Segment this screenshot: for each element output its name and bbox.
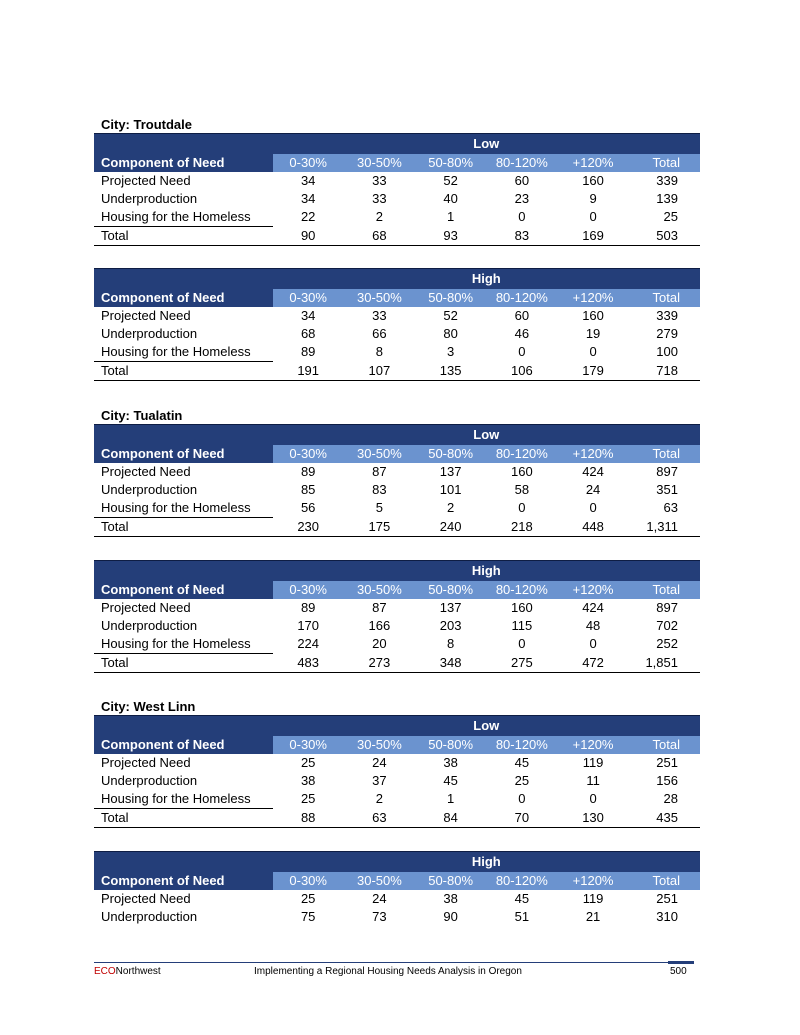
- cell: 83: [486, 227, 557, 246]
- cell: 424: [582, 600, 604, 615]
- footer-brand: [94, 966, 161, 977]
- cell: 0: [589, 791, 597, 807]
- cell: 160: [582, 173, 604, 188]
- footer-title: Implementing a Regional Housing Needs Analysis in Oregon: [254, 966, 522, 977]
- band-label: High: [273, 561, 700, 582]
- row-label: Total: [94, 362, 273, 381]
- col-header: 50-80%: [415, 581, 486, 599]
- cell: 107: [344, 362, 415, 381]
- cell: 75: [300, 909, 316, 924]
- cell: 0: [589, 636, 597, 652]
- tualatin-high-table: [94, 560, 700, 673]
- band-label: Low: [273, 716, 700, 737]
- cell: 139: [656, 191, 678, 206]
- row-label: Underproduction: [101, 326, 198, 341]
- table-row: [94, 208, 700, 227]
- row-label: Underproduction: [101, 909, 198, 924]
- cell: 88: [273, 809, 344, 828]
- cell: 34: [300, 191, 316, 206]
- col-header: Total: [629, 581, 700, 599]
- cell: 8: [375, 344, 384, 360]
- row-label: Housing for the Homeless: [94, 499, 273, 518]
- tualatin-low-table: [94, 424, 700, 537]
- cell: 93: [415, 227, 486, 246]
- row-label: Projected Need: [101, 755, 191, 770]
- page-number: 500: [670, 966, 687, 977]
- band-label: Low: [273, 425, 700, 446]
- col-header: 50-80%: [415, 736, 486, 754]
- cell: 106: [486, 362, 557, 381]
- cell: 137: [439, 600, 462, 615]
- col-header: 30-50%: [344, 154, 415, 172]
- row-label: Housing for the Homeless: [94, 208, 273, 227]
- cell: 51: [514, 909, 530, 924]
- cell: 0: [589, 344, 597, 360]
- table-row: [94, 343, 700, 362]
- cell: 89: [300, 344, 316, 360]
- west-linn-high-table: [94, 851, 700, 926]
- table-row: [94, 190, 700, 208]
- cell: 84: [415, 809, 486, 828]
- cell: 24: [372, 891, 387, 906]
- cell: 1: [447, 209, 455, 225]
- header-row: [94, 872, 700, 890]
- cell: 25: [300, 791, 316, 807]
- cell: 60: [514, 173, 530, 188]
- cell: 24: [585, 482, 601, 497]
- cell: 83: [372, 482, 387, 497]
- cell: 28: [663, 791, 678, 807]
- cell: 45: [514, 891, 530, 906]
- troutdale-low-table: [94, 133, 700, 246]
- band-label: Low: [273, 134, 700, 155]
- cell: 63: [663, 500, 678, 516]
- band-row: [94, 852, 700, 873]
- cell: 73: [372, 909, 387, 924]
- cell: 424: [582, 464, 604, 479]
- cell: 3: [447, 344, 455, 360]
- cell: 0: [589, 209, 597, 225]
- cell: 87: [372, 464, 387, 479]
- total-row: [94, 362, 700, 381]
- col-header: 80-120%: [486, 445, 557, 463]
- cell: 52: [443, 173, 458, 188]
- cell: 351: [656, 482, 678, 497]
- col-header: +120%: [557, 581, 628, 599]
- cell: 8: [447, 636, 455, 652]
- cell: 0: [589, 500, 597, 516]
- cell: 2: [447, 500, 455, 516]
- cell: 897: [656, 464, 678, 479]
- band-row: [94, 269, 700, 290]
- table-row: [94, 635, 700, 654]
- cell: 45: [514, 755, 530, 770]
- col-header: 80-120%: [486, 289, 557, 307]
- row-label: Total: [94, 518, 273, 537]
- col-header: Total: [629, 736, 700, 754]
- cell: 160: [510, 600, 533, 615]
- cell: 46: [514, 326, 530, 341]
- table-row: [94, 617, 700, 635]
- col-header: 80-120%: [486, 736, 557, 754]
- col-header: 0-30%: [273, 581, 344, 599]
- col-header: Total: [629, 872, 700, 890]
- cell: 115: [511, 618, 533, 633]
- cell: 63: [344, 809, 415, 828]
- row-label: Total: [94, 654, 273, 673]
- cell: 1: [447, 791, 455, 807]
- cell: 483: [273, 654, 344, 673]
- cell: 897: [656, 600, 678, 615]
- cell: 310: [656, 909, 678, 924]
- cell: 68: [300, 326, 316, 341]
- cell: 718: [629, 362, 700, 381]
- cell: 156: [656, 773, 678, 788]
- cell: 58: [514, 482, 530, 497]
- row-label: Housing for the Homeless: [94, 635, 273, 654]
- row-label: Underproduction: [101, 191, 198, 206]
- cell: 175: [344, 518, 415, 537]
- cell: 348: [415, 654, 486, 673]
- cell: 1,311: [629, 518, 700, 537]
- row-label: Underproduction: [101, 482, 198, 497]
- cell: 2: [375, 209, 384, 225]
- cell: 23: [514, 191, 530, 206]
- cell: 38: [300, 773, 316, 788]
- cell: 203: [439, 618, 462, 633]
- cell: 448: [557, 518, 628, 537]
- col-header: Component of Need: [94, 581, 273, 599]
- cell: 702: [656, 618, 678, 633]
- cell: 80: [443, 326, 458, 341]
- band-label: High: [273, 269, 700, 290]
- row-label: Total: [94, 227, 273, 246]
- cell: 251: [656, 755, 678, 770]
- band-row: [94, 134, 700, 155]
- row-label: Projected Need: [101, 891, 191, 906]
- cell: 90: [443, 909, 458, 924]
- row-label: Total: [94, 809, 273, 828]
- band-row: [94, 716, 700, 737]
- col-header: 80-120%: [486, 581, 557, 599]
- band-row: [94, 425, 700, 446]
- city-title-west-linn: City: West Linn: [101, 699, 196, 714]
- cell: 45: [443, 773, 458, 788]
- header-row: [94, 736, 700, 754]
- cell: 191: [273, 362, 344, 381]
- table-row: [94, 908, 700, 926]
- col-header: Component of Need: [94, 445, 273, 463]
- cell: 435: [629, 809, 700, 828]
- cell: 25: [663, 209, 678, 225]
- header-row: [94, 581, 700, 599]
- cell: 130: [557, 809, 628, 828]
- col-header: +120%: [557, 289, 628, 307]
- cell: 40: [443, 191, 458, 206]
- cell: 166: [368, 618, 391, 633]
- cell: 273: [344, 654, 415, 673]
- row-label: Underproduction: [101, 773, 198, 788]
- cell: 66: [372, 326, 387, 341]
- col-header: +120%: [557, 736, 628, 754]
- cell: 0: [518, 344, 526, 360]
- row-label: Projected Need: [101, 600, 191, 615]
- cell: 2: [375, 791, 384, 807]
- table-row: [94, 754, 700, 772]
- table-row: [94, 499, 700, 518]
- cell: 60: [514, 308, 530, 323]
- col-header: Total: [629, 289, 700, 307]
- cell: 20: [372, 636, 387, 652]
- cell: 33: [372, 173, 387, 188]
- col-header: Component of Need: [94, 872, 273, 890]
- cell: 68: [344, 227, 415, 246]
- col-header: 0-30%: [273, 445, 344, 463]
- cell: 472: [557, 654, 628, 673]
- cell: 24: [372, 755, 387, 770]
- table-row: [94, 890, 700, 908]
- troutdale-high-table: [94, 268, 700, 381]
- cell: 275: [486, 654, 557, 673]
- cell: 170: [297, 618, 320, 633]
- cell: 240: [415, 518, 486, 537]
- cell: 0: [518, 636, 526, 652]
- cell: 38: [443, 755, 458, 770]
- row-label: Projected Need: [101, 464, 191, 479]
- cell: 169: [557, 227, 628, 246]
- cell: 34: [300, 173, 316, 188]
- col-header: 0-30%: [273, 154, 344, 172]
- col-header: 80-120%: [486, 872, 557, 890]
- footer-brand-prefix: ECO: [94, 966, 116, 977]
- table-row: [94, 307, 700, 325]
- cell: 22: [300, 209, 316, 225]
- col-header: Component of Need: [94, 154, 273, 172]
- col-header: 30-50%: [344, 581, 415, 599]
- col-header: 0-30%: [273, 289, 344, 307]
- header-row: [94, 445, 700, 463]
- table-row: [94, 599, 700, 617]
- cell: 119: [582, 755, 604, 770]
- col-header: Component of Need: [94, 736, 273, 754]
- total-row: [94, 518, 700, 537]
- cell: 85: [300, 482, 316, 497]
- footer-brand-suffix: Northwest: [115, 966, 161, 977]
- table-row: [94, 325, 700, 343]
- col-header: 50-80%: [415, 872, 486, 890]
- row-label: Housing for the Homeless: [94, 343, 273, 362]
- cell: 1,851: [629, 654, 700, 673]
- col-header: 50-80%: [415, 289, 486, 307]
- cell: 230: [273, 518, 344, 537]
- col-header: 80-120%: [486, 154, 557, 172]
- col-header: Component of Need: [94, 289, 273, 307]
- col-header: 0-30%: [273, 736, 344, 754]
- table-row: [94, 481, 700, 499]
- col-header: +120%: [557, 872, 628, 890]
- table-row: [94, 463, 700, 481]
- cell: 0: [518, 791, 526, 807]
- table-row: [94, 790, 700, 809]
- col-header: +120%: [557, 154, 628, 172]
- cell: 56: [300, 500, 316, 516]
- cell: 90: [273, 227, 344, 246]
- header-row: [94, 289, 700, 307]
- row-label: Projected Need: [101, 308, 191, 323]
- col-header: +120%: [557, 445, 628, 463]
- cell: 224: [297, 636, 320, 652]
- col-header: 50-80%: [415, 154, 486, 172]
- cell: 137: [439, 464, 462, 479]
- table-row: [94, 172, 700, 190]
- cell: 0: [518, 500, 526, 516]
- west-linn-low-table: [94, 715, 700, 828]
- cell: 11: [586, 773, 600, 788]
- cell: 25: [300, 755, 316, 770]
- band-row: [94, 561, 700, 582]
- row-label: Projected Need: [101, 173, 191, 188]
- cell: 279: [656, 326, 678, 341]
- band-label: High: [273, 852, 700, 873]
- cell: 339: [656, 173, 678, 188]
- footer-rule: [94, 962, 694, 963]
- cell: 25: [300, 891, 316, 906]
- footer-rule-accent: [668, 961, 694, 964]
- table-row: [94, 772, 700, 790]
- cell: 252: [656, 636, 678, 652]
- cell: 101: [439, 482, 462, 497]
- cell: 160: [582, 308, 604, 323]
- total-row: [94, 654, 700, 673]
- cell: 25: [514, 773, 530, 788]
- col-header: Total: [629, 445, 700, 463]
- cell: 9: [589, 191, 597, 206]
- cell: 339: [656, 308, 678, 323]
- cell: 21: [585, 909, 601, 924]
- cell: 89: [300, 464, 316, 479]
- cell: 119: [582, 891, 604, 906]
- col-header: 50-80%: [415, 445, 486, 463]
- cell: 89: [300, 600, 316, 615]
- cell: 179: [557, 362, 628, 381]
- row-label: Housing for the Homeless: [94, 790, 273, 809]
- cell: 38: [443, 891, 458, 906]
- cell: 5: [375, 500, 384, 516]
- city-title-tualatin: City: Tualatin: [101, 408, 183, 423]
- cell: 48: [585, 618, 601, 633]
- cell: 52: [443, 308, 458, 323]
- col-header: 30-50%: [344, 445, 415, 463]
- cell: 34: [300, 308, 316, 323]
- cell: 218: [486, 518, 557, 537]
- cell: 0: [518, 209, 526, 225]
- cell: 19: [585, 326, 601, 341]
- cell: 135: [415, 362, 486, 381]
- header-row: [94, 154, 700, 172]
- row-label: Underproduction: [101, 618, 198, 633]
- col-header: 30-50%: [344, 736, 415, 754]
- cell: 33: [372, 191, 387, 206]
- cell: 503: [629, 227, 700, 246]
- col-header: 0-30%: [273, 872, 344, 890]
- cell: 251: [656, 891, 678, 906]
- col-header: 30-50%: [344, 289, 415, 307]
- cell: 100: [656, 344, 678, 360]
- cell: 87: [372, 600, 387, 615]
- cell: 33: [372, 308, 387, 323]
- cell: 70: [486, 809, 557, 828]
- col-header: Total: [629, 154, 700, 172]
- cell: 37: [372, 773, 387, 788]
- cell: 160: [510, 464, 533, 479]
- col-header: 30-50%: [344, 872, 415, 890]
- total-row: [94, 809, 700, 828]
- total-row: [94, 227, 700, 246]
- city-title-troutdale: City: Troutdale: [101, 117, 193, 132]
